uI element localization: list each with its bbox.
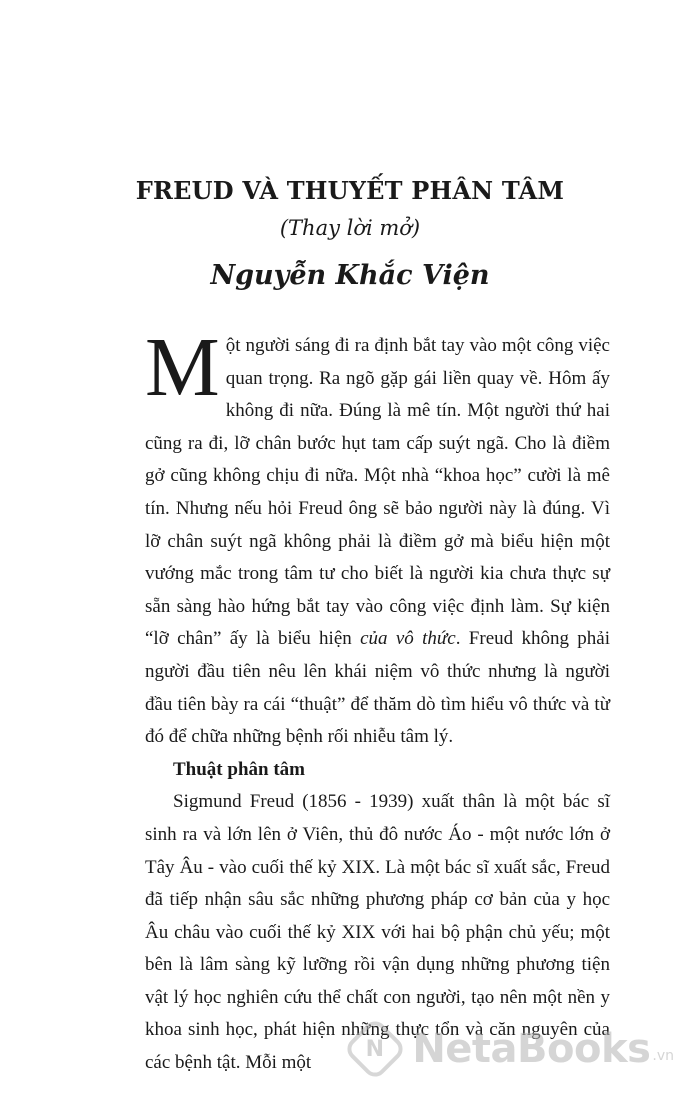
body-text [145, 321, 610, 1080]
drop-cap: M [145, 321, 220, 414]
author-name: Nguyễn Khắc Viện [210, 260, 490, 291]
paragraph-1 [145, 321, 610, 754]
chapter-subtitle: (Thay lời mở) [279, 216, 421, 240]
netabooks-logo-icon: N [343, 1016, 408, 1081]
paragraph-2: Sigmund Freud (1856 - 1939) xuất thân là một bác sĩ sinh ra và lớn lên ở Viên, thủ đô nước Áo - một nước lớn ở Tây Âu - vào cuối thế kỷ XIX. Là một bác sĩ xuất sắc, Freud đã tiếp nhận sâu sắc những phương pháp cơ bản của y học Âu châu vào cuối thế kỷ XIX với hai bộ phận chủ yếu; một bên là lâm sàng kỹ lưỡng rồi vận dụng những phương tiện vật lý học nghiên cứu thể chất con người, tạo nên một nền y khoa sinh học, phát hiện những thực tổn và căn nguyên của các bệnh tật. Mỗi một [145, 791, 610, 1074]
paragraph-1-text-b: . Freud không phải người đầu tiên nêu lên khái niệm vô thức nhưng là người đầu tiên bày ra cái “thuật” để thăm dò tìm hiểu vô thức và từ đó để chữa những bệnh rối nhiễu tâm lý. [145, 628, 610, 748]
watermark-suffix: .vn [652, 1048, 674, 1064]
watermark [352, 1026, 674, 1072]
watermark-text: NetaBooks [412, 1026, 651, 1072]
chapter-title: FREUD VÀ THUYẾT PHÂN TÂM [135, 176, 565, 205]
section-heading: Thuật phân tâm [173, 758, 305, 780]
paragraph-1-text-a: ột người sáng đi ra định bắt tay vào một công việc quan trọng. Ra ngõ gặp gái liền quay về. Hôm ấy không đi nữa. Đúng là mê tín. Một người thứ hai cũng ra đi, lỡ chân bước hụt tam cấp suýt ngã. Cho là điềm gở cũng không chịu đi nữa. Một nhà “khoa học” cười là mê tín. Nhưng nếu hỏi Freud ông sẽ bảo người này là đúng. Vì lỡ chân suýt ngã không phải là điềm gở mà biểu hiện một vướng mắc trong tâm tư cho biết là người kia chưa thực sự sẵn sàng hào hứng bắt tay vào công việc định làm. Sự kiện “lỡ chân” ấy là biểu hiện [145, 335, 610, 650]
paragraph-1-italic: của vô thức [360, 628, 456, 650]
